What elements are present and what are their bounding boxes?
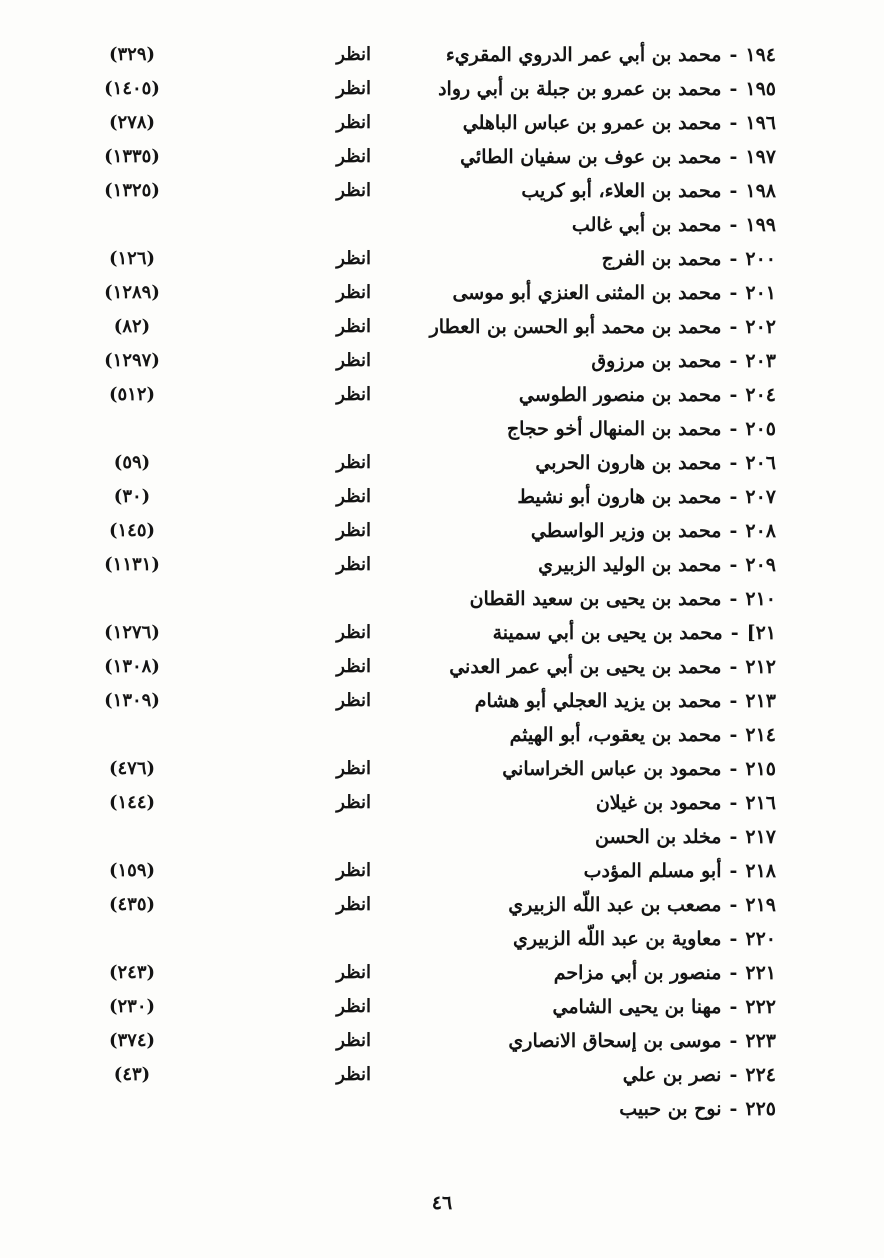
entry-number: ٢٠٨ [745, 520, 776, 542]
see-label: انظر [336, 520, 371, 541]
entry-separator: - [729, 1064, 738, 1086]
entry-text [595, 820, 776, 854]
entry-separator: - [729, 316, 738, 338]
narrator-name: محمد بن يزيد العجلي أبو هشام [474, 690, 722, 712]
narrator-name: مهنا بن يحيى الشامي [552, 996, 722, 1018]
entry-number: ٢٢٤ [745, 1064, 776, 1086]
reference-number: (٣٧٤) [108, 1030, 156, 1051]
entry-text [535, 446, 776, 480]
entry-text [517, 480, 776, 514]
entry-number: ٢٠٣ [745, 350, 776, 372]
entry-number: ١٩٧ [745, 146, 776, 168]
entry-text [572, 208, 776, 242]
reference-number: (٢٤٣) [108, 962, 156, 983]
reference-number: (١٣٠٨) [104, 656, 160, 677]
narrator-name: محمد بن الفرج [601, 248, 722, 270]
entry-separator: - [729, 418, 738, 440]
entry-text [554, 956, 776, 990]
entry-separator: - [729, 248, 738, 270]
narrator-name: محمد بن العلاء، أبو كريب [521, 180, 722, 202]
narrator-name: أبو مسلم المؤدب [583, 860, 722, 882]
entry-number: ٢٠١ [745, 282, 776, 304]
entry-separator: - [729, 690, 738, 712]
narrator-name: محمد بن يحيى بن سعيد القطان [469, 588, 722, 610]
reference-number: (١٢٩٧) [104, 350, 160, 371]
entry-separator: - [729, 452, 738, 474]
entry-number: ٢١٨ [745, 860, 776, 882]
see-label: انظر [336, 248, 371, 269]
entry-text [508, 1024, 776, 1058]
reference-number: (٣٢٩) [108, 44, 156, 65]
entry-text [531, 514, 776, 548]
entry-number: ٢١٦ [745, 792, 776, 814]
index-entry-row [0, 820, 884, 854]
entry-separator: - [729, 996, 738, 1018]
reference-number: (١٢٨٩) [104, 282, 160, 303]
entry-number: ٢٠٧ [745, 486, 776, 508]
entry-text [470, 582, 776, 616]
entry-separator: - [729, 282, 738, 304]
see-label: انظر [336, 1030, 371, 1051]
entry-separator: - [729, 928, 738, 950]
index-entry-row [0, 684, 884, 718]
see-label: انظر [336, 44, 371, 65]
narrator-name: محمد بن أبي عمر الدروي المقريء [445, 44, 722, 66]
entry-text [446, 38, 776, 72]
index-entry-row [0, 140, 884, 174]
see-label: انظر [336, 384, 371, 405]
entry-number: ٢٢١ [745, 962, 776, 984]
index-entry-row [0, 106, 884, 140]
index-entry-row [0, 718, 884, 752]
narrator-name: محمد بن عوف بن سفيان الطائي [460, 146, 722, 168]
index-entry-row [0, 922, 884, 956]
narrator-name: محمد بن يعقوب، أبو الهيثم [509, 724, 722, 746]
reference-number: (١٥٩) [108, 860, 156, 881]
narrator-name: محمد بن الوليد الزبيري [538, 554, 722, 576]
entry-number: ١٩٥ [745, 78, 776, 100]
reference-number: (٨٢) [113, 316, 151, 337]
narrator-name: محمد بن مرزوق [591, 350, 722, 372]
narrator-name: محمد بن يحيى بن أبي سمينة [492, 622, 723, 644]
index-entry-row [0, 990, 884, 1024]
entry-number: ٢٠٢ [745, 316, 776, 338]
index-entry-row [0, 752, 884, 786]
entry-text [619, 1092, 776, 1126]
index-entry-row [0, 310, 884, 344]
index-entry-row [0, 378, 884, 412]
index-entry-row [0, 956, 884, 990]
entry-separator: - [729, 792, 738, 814]
entry-number: ١٩٨ [745, 180, 776, 202]
entry-text [463, 106, 776, 140]
reference-number: (٣٠) [113, 486, 151, 507]
narrator-index-list [0, 38, 884, 1126]
index-entry-row [0, 208, 884, 242]
entry-number: ٢١] [746, 622, 776, 644]
narrator-name: محمد بن أبي غالب [571, 214, 722, 236]
entry-text [502, 752, 776, 786]
reference-number: (٤٣٥) [108, 894, 156, 915]
entry-text [521, 174, 776, 208]
entry-separator: - [729, 962, 738, 984]
entry-text [438, 72, 776, 106]
index-entry-row [0, 514, 884, 548]
entry-text [596, 786, 776, 820]
entry-separator: - [729, 112, 738, 134]
index-entry-row [0, 616, 884, 650]
see-label: انظر [336, 622, 371, 643]
see-label: انظر [336, 112, 371, 133]
entry-separator: - [729, 1098, 738, 1120]
reference-number: (٢٣٠) [108, 996, 156, 1017]
reference-number: (٢٧٨) [108, 112, 156, 133]
entry-separator: - [729, 656, 738, 678]
narrator-name: محمد بن يحيى بن أبي عمر العدني [449, 656, 722, 678]
entry-number: ٢١٢ [745, 656, 776, 678]
entry-number: ٢٠٥ [745, 418, 776, 440]
entry-separator: - [729, 384, 738, 406]
entry-text [460, 140, 776, 174]
see-label: انظر [336, 996, 371, 1017]
see-label: انظر [336, 656, 371, 677]
index-entry-row [0, 582, 884, 616]
entry-text [602, 242, 776, 276]
entry-text [452, 276, 776, 310]
narrator-name: معاوية بن عبد اللّه الزبيري [512, 928, 722, 950]
entry-number: ٢١٣ [745, 690, 776, 712]
narrator-name: مخلد بن الحسن [595, 826, 722, 848]
see-label: انظر [336, 792, 371, 813]
see-label: انظر [336, 1064, 371, 1085]
see-label: انظر [336, 78, 371, 99]
entry-separator: - [729, 486, 738, 508]
see-label: انظر [336, 962, 371, 983]
see-label: انظر [336, 282, 371, 303]
entry-number: ٢١٧ [745, 826, 776, 848]
reference-number: (١٤٤) [108, 792, 156, 813]
index-entry-row [0, 1092, 884, 1126]
narrator-name: محمود بن غيلان [595, 792, 722, 814]
index-entry-row [0, 412, 884, 446]
see-label: انظر [336, 452, 371, 473]
narrator-name: محمود بن عباس الخراساني [502, 758, 722, 780]
index-entry-row [0, 276, 884, 310]
entry-text [538, 548, 776, 582]
entry-number: ١٩٦ [745, 112, 776, 134]
entry-number: ٢٢٠ [745, 928, 776, 950]
entry-separator: - [729, 554, 738, 576]
entry-number: ٢٠٠ [745, 248, 776, 270]
entry-separator: - [729, 826, 738, 848]
reference-number: (٥٩) [113, 452, 151, 473]
see-label: انظر [336, 690, 371, 711]
narrator-name: محمد بن محمد أبو الحسن بن العطار [429, 316, 722, 338]
see-label: انظر [336, 894, 371, 915]
entry-text [430, 310, 776, 344]
narrator-name: منصور بن أبي مزاحم [553, 962, 722, 984]
see-label: انظر [336, 146, 371, 167]
entry-separator: - [729, 894, 738, 916]
entry-text [507, 412, 776, 446]
entry-text [591, 344, 776, 378]
entry-text [623, 1058, 776, 1092]
index-entry-row [0, 446, 884, 480]
entry-text [449, 650, 776, 684]
entry-separator: - [729, 1030, 738, 1052]
narrator-name: محمد بن المثنى العنزي أبو موسى [452, 282, 722, 304]
narrator-name: محمد بن عمرو بن جبلة بن أبي رواد [438, 78, 722, 100]
entry-text [493, 616, 776, 650]
entry-separator: - [729, 724, 738, 746]
reference-number: (١٣٣٥) [104, 146, 160, 167]
entry-separator: - [729, 350, 738, 372]
index-entry-row [0, 38, 884, 72]
narrator-name: محمد بن المنهال أخو حجاج [506, 418, 722, 440]
entry-number: ٢١٤ [745, 724, 776, 746]
narrator-name: محمد بن وزير الواسطي [530, 520, 722, 542]
entry-number: ٢١٠ [745, 588, 776, 610]
entry-separator: - [729, 78, 738, 100]
index-entry-row [0, 242, 884, 276]
see-label: انظر [336, 316, 371, 337]
reference-number: (٤٧٦) [108, 758, 156, 779]
entry-number: ٢١٥ [745, 758, 776, 780]
reference-number: (١٣٢٥) [104, 180, 160, 201]
see-label: انظر [336, 180, 371, 201]
index-entry-row [0, 548, 884, 582]
entry-separator: - [729, 180, 738, 202]
entry-text [519, 378, 776, 412]
reference-number: (١٢٦) [108, 248, 156, 269]
reference-number: (٥١٢) [108, 384, 156, 405]
see-label: انظر [336, 554, 371, 575]
entry-number: ٢٢٢ [745, 996, 776, 1018]
index-entry-row [0, 174, 884, 208]
entry-separator: - [729, 146, 738, 168]
reference-number: (١٤٥) [108, 520, 156, 541]
narrator-name: نصر بن علي [622, 1064, 722, 1086]
see-label: انظر [336, 758, 371, 779]
entry-text [475, 684, 776, 718]
entry-number: ٢٠٦ [745, 452, 776, 474]
index-entry-row [0, 344, 884, 378]
entry-number: ٢٠٤ [745, 384, 776, 406]
narrator-name: مصعب بن عبد اللّه الزبيري [508, 894, 722, 916]
page-number: ٤٦ [431, 1192, 453, 1214]
entry-text [510, 718, 776, 752]
entry-number: ٢١٩ [745, 894, 776, 916]
reference-number: (١٤٠٥) [104, 78, 160, 99]
index-entry-row [0, 1058, 884, 1092]
entry-number: ٢٢٣ [745, 1030, 776, 1052]
index-entry-row [0, 1024, 884, 1058]
entry-separator: - [729, 214, 738, 236]
narrator-name: محمد بن منصور الطوسي [518, 384, 722, 406]
index-entry-row [0, 72, 884, 106]
narrator-name: محمد بن هارون الحربي [535, 452, 722, 474]
narrator-name: محمد بن هارون أبو نشيط [517, 486, 722, 508]
index-entry-row [0, 786, 884, 820]
entry-text [508, 888, 776, 922]
entry-number: ١٩٤ [745, 44, 776, 66]
entry-separator: - [729, 44, 738, 66]
see-label: انظر [336, 350, 371, 371]
entry-separator: - [729, 860, 738, 882]
reference-number: (١٣٠٩) [104, 690, 160, 711]
see-label: انظر [336, 486, 371, 507]
entry-number: ١٩٩ [745, 214, 776, 236]
reference-number: (١٢٧٦) [104, 622, 160, 643]
reference-number: (١١٣١) [104, 554, 160, 575]
entry-separator: - [729, 588, 738, 610]
reference-number: (٤٣) [113, 1064, 151, 1085]
entry-separator: - [729, 758, 738, 780]
entry-number: ٢٠٩ [745, 554, 776, 576]
narrator-name: موسى بن إسحاق الانصاري [508, 1030, 722, 1052]
index-entry-row [0, 480, 884, 514]
entry-separator: - [729, 520, 738, 542]
index-entry-row [0, 888, 884, 922]
narrator-name: محمد بن عمرو بن عباس الباهلي [462, 112, 722, 134]
index-entry-row [0, 650, 884, 684]
entry-number: ٢٢٥ [745, 1098, 776, 1120]
see-label: انظر [336, 860, 371, 881]
entry-text [552, 990, 776, 1024]
entry-text [513, 922, 776, 956]
index-entry-row [0, 854, 884, 888]
entry-separator: - [730, 622, 739, 644]
narrator-name: نوح بن حبيب [619, 1098, 722, 1120]
entry-text [584, 854, 776, 888]
